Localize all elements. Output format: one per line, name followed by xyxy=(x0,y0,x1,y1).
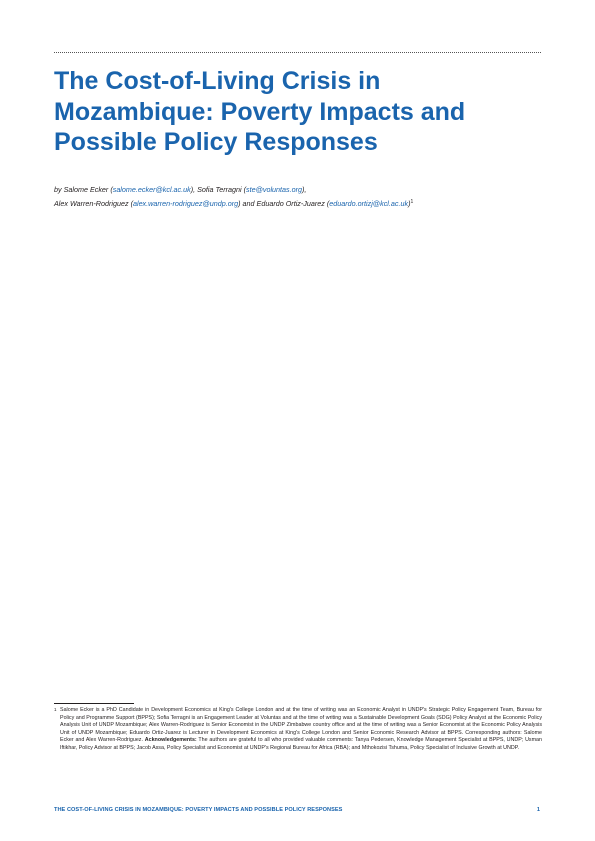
author-byline xyxy=(54,184,544,210)
byline-line-1 xyxy=(54,184,544,196)
top-divider xyxy=(54,52,541,53)
page-number: 1 xyxy=(536,807,540,813)
page-footer xyxy=(54,807,542,817)
footnote-divider xyxy=(54,703,134,704)
byline-text: ) xyxy=(408,199,411,208)
footnote-reference[interactable]: 1 xyxy=(410,199,414,205)
author-email-link[interactable]: salome.ecker@kcl.ac.uk xyxy=(112,185,191,194)
footnote-body xyxy=(60,707,542,753)
footnote-text: Salome Ecker is a PhD Candidate in Development Economics at King's College London and at the time of writing was an Economic Analyst in UNDP's Strategic Policy Engagement Team, Bureau for Policy and Programme Support (BPPS); Sofia Terragni is an Engagement Leader at Voluntas and at the time of writing was a Sustainable Development Goals (SDG) Policy Analyst at the Economic Policy Analysis Unit of UNDP Mozambique; Alex Warren-Rodriguez is Senior Economist in the UNDP Zimbabwe country office and at the time of writing was a Senior Economist at the Economic Policy Analysis Unit of UNDP Mozambique; Eduardo Ortiz-Juarez is Lecturer in Development Economics at King's College London and Senior Economic Research Advisor at BPPS. Corresponding authors: Salome Ecker and Alex Warren-Rodriguez. xyxy=(60,707,542,744)
byline-text: Alex Warren-Rodriguez ( xyxy=(54,199,133,208)
footnote-mark: 1 xyxy=(54,707,57,712)
byline-text: ) and Eduardo Ortiz-Juarez ( xyxy=(238,199,330,208)
footnote-text: The authors are grateful to all who provided valuable comments: Tanya Pedersen, Knowledge Management Specialist at BPPS, UNDP; Usman Iftikhar, Policy Advisor at BPPS; Jacob Assa, Policy Specialist and Economist at UNDP's Regional Bureau for Africa (RBA); and Mthokozisi Tshuma, Policy Specialist of Inclusive Growth at UNDP. xyxy=(60,737,542,751)
byline-line-2 xyxy=(54,196,544,210)
byline-text: by Salome Ecker ( xyxy=(54,185,113,194)
byline-text: ), xyxy=(302,185,307,194)
author-email-link[interactable]: alex.warren-rodriguez@undp.org xyxy=(132,199,239,208)
author-email-link[interactable]: ste@voluntas.org xyxy=(245,185,303,194)
title-line: Mozambique: Poverty Impacts and xyxy=(54,97,466,126)
title-line: The Cost-of-Living Crisis in xyxy=(54,67,381,95)
author-email-link[interactable]: eduardo.ortizj@kcl.ac.uk xyxy=(329,199,409,208)
document-title xyxy=(54,66,544,158)
title-line: Possible Policy Responses xyxy=(54,128,378,156)
footnote xyxy=(54,707,542,753)
running-title: THE COST-OF-LIVING CRISIS IN MOZAMBIQUE: POVERTY IMPACTS AND POSSIBLE POLICY RESPONSES xyxy=(54,807,343,813)
acknowledgements-label: Acknowledgements: xyxy=(144,737,197,744)
byline-text: ), Sofia Terragni ( xyxy=(190,185,246,194)
